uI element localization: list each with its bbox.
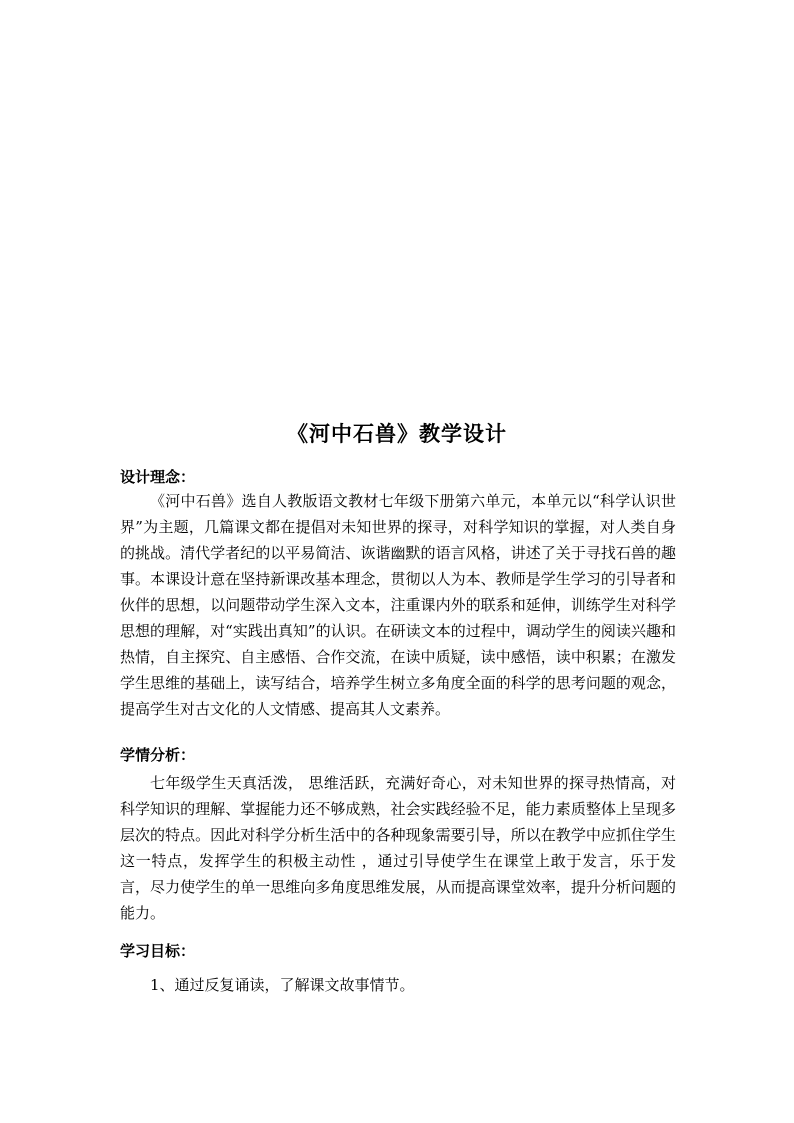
section-heading-learning-objectives: 学习目标：: [120, 942, 196, 960]
list-item-objective-1: 1、通过反复诵读，了解课文故事情节。: [150, 976, 415, 994]
document-title: 《河中石兽》教学设计: [287, 421, 507, 446]
section-heading-learner-analysis: 学情分析：: [120, 746, 196, 764]
paragraph-design-concept: 《河中石兽》选自人教版语文教材七年级下册第六单元，本单元以“科学认识世界”为主题，几篇课文都在提倡对未知世界的探寻，对科学知识的掌握，对人类自身的挑战。清代学者纪的以平易简洁、诙谐幽默的语言风格，讲述了关于寻找石兽的趣事。本课设计意在坚持新课改基本理念，贯彻以人为本、教师是学生学习的引导者和伙伴的思想，以问题带动学生深入文本，注重课内外的联系和延伸，训练学生对科学思想的理解，对“实践出真知”的认识。在研读文本的过程中，调动学生的阅读兴趣和热情，自主探究、自主感悟、合作交流，在读中质疑，读中感悟，读中积累；在激发学生思维的基础上，读写结合，培养学生树立多角度全面的科学的思考问题的观念，提高学生对古文化的人文情感、提高其人文素养。: [120, 492, 676, 718]
section-heading-design-concept: 设计理念：: [120, 468, 196, 486]
paragraph-learner-analysis: 七年级学生天真活泼， 思维活跃，充满好奇心，对未知世界的探寻热情高，对科学知识的理解、掌握能力还不够成熟，社会实践经验不足，能力素质整体上呈现多层次的特点。因此对科学分析生活中的各种现象需要引导，所以在教学中应抓住学生这一特点，发挥学生的积极主动性 ，通过引导使学生在课堂上敢于发言，乐于发言，尽力使学生的单一思维向多角度思维发展，从而提高课堂效率，提升分析问题的能力。: [120, 774, 676, 922]
